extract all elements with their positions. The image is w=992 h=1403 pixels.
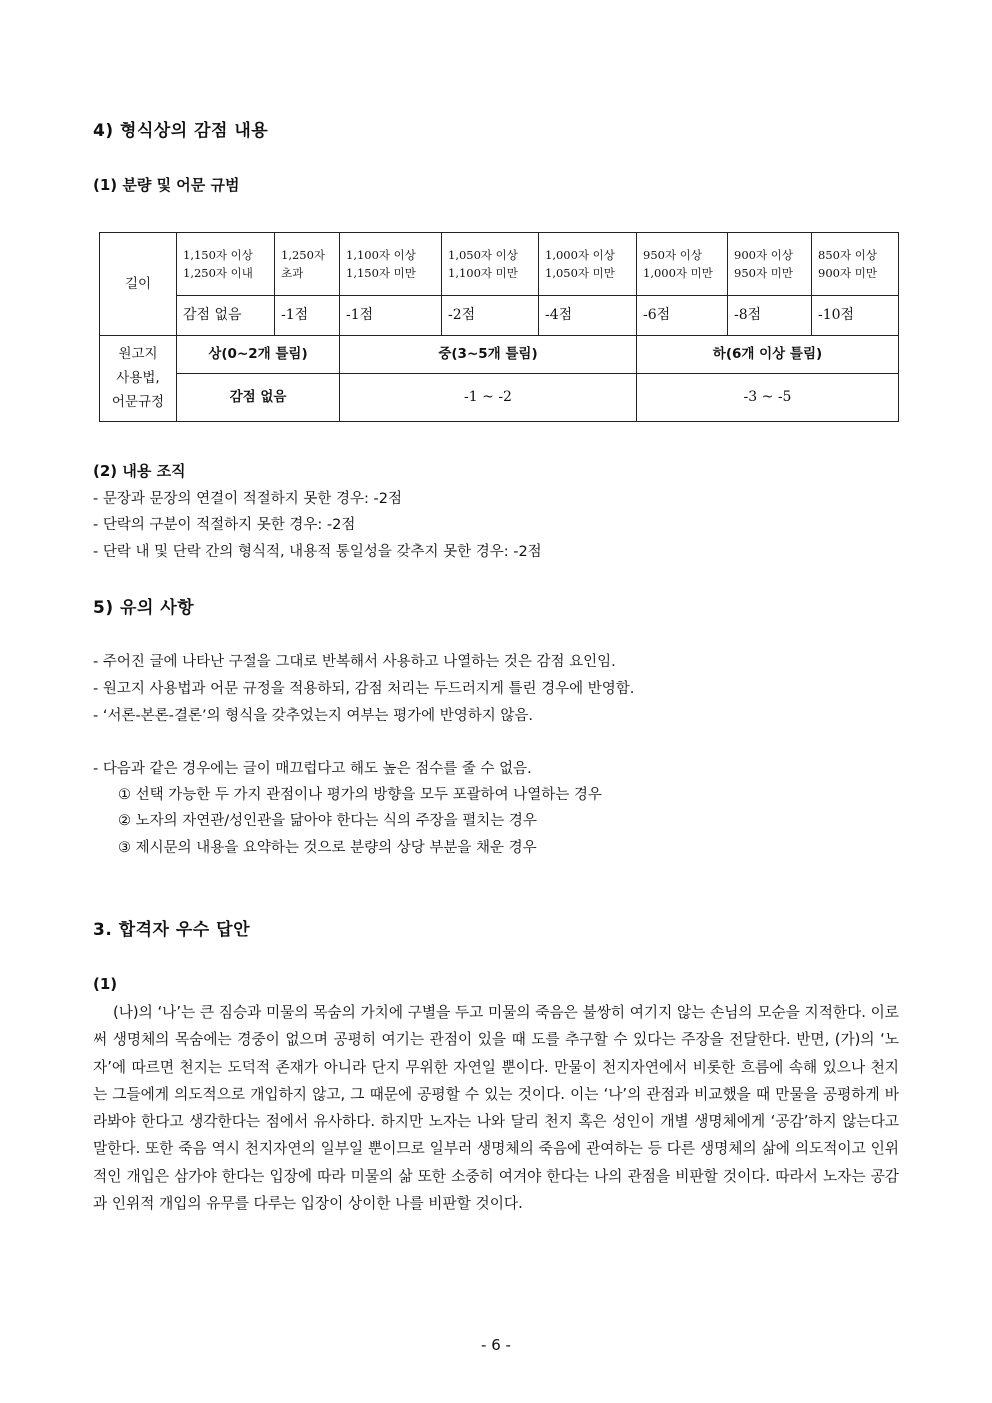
norm-level-mid: 중(3~5개 틀림) xyxy=(340,335,637,373)
length-deduction-cell: -6점 xyxy=(637,296,728,335)
length-range-cell: 1,250자 초과 xyxy=(275,233,340,296)
norm-level-high: 상(0~2개 틀림) xyxy=(177,335,340,373)
length-deduction-cell: -8점 xyxy=(728,296,812,335)
length-deduction-cell: -10점 xyxy=(812,296,899,335)
list-item: - 단락의 구분이 적절하지 못한 경우: -2점 xyxy=(93,517,356,533)
section-3-title: 3. 합격자 우수 답안 xyxy=(93,920,250,940)
answer-paragraph: (나)의 ‘나’는 큰 짐승과 미물의 목숨의 가치에 구별을 두고 미물의 죽음은 불쌍히 여기지 않는 손님의 모순을 지적한다. 이로써 생명체의 목숨에는 경중이 없으며 공평히 여기는 관점이 있을 때 도를 추구할 수 있다는 주장을 전달한다. 반면, (가)의 ‘노자’에 따르면 천지는 도덕적 존재가 아니라 단지 무위한 자연일 뿐이다. 만물이 천지자연에서 비롯한 흐름에 속해 있으나 천지는 그들에게 의도적으로 개입하지 않고, 그 때문에 공평할 수 있는 것이다. 이는 ‘나’의 관점과 비교했을 때 만물을 공평하게 바라봐야 한다고 생각한다는 점에서 유사하다. 하지만 노자는 나와 달리 천지 혹은 성인이 개별 생명체에게 ‘공감’하지 않는다고 말한다. 또한 죽음 역시 천지자연의 일부일 뿐이므로 일부러 생명체의 죽음에 관여하는 등 다른 생명체의 삶에 의도적이고 인위적인 개입은 삼가야 한다는 입장에 따라 미물의 삶 또한 소중히 여겨야 한다는 나의 관점을 비판할 것이다. 따라서 노자는 공감과 인위적 개입의 유무를 다루는 입장이 상이한 나를 비판할 것이다. xyxy=(93,1004,899,1213)
subsection-2-title: (2) 내용 조직 xyxy=(93,462,186,480)
list-item: - 원고지 사용법과 어문 규정을 적용하되, 감점 처리는 두드러지게 틀린 경우에 반영함. xyxy=(93,681,635,697)
norm-label: 원고지 사용법, 어문규정 xyxy=(100,335,177,421)
subsection-1-title: (1) 분량 및 어문 규범 xyxy=(93,176,240,194)
list-item: - 문장과 문장의 연결이 적절하지 못한 경우: -2점 xyxy=(93,491,402,507)
length-deduction-cell: -1점 xyxy=(340,296,442,335)
deduction-table xyxy=(99,232,899,422)
case-item: ② 노자의 자연관/성인관을 닮아야 한다는 식의 주장을 펼치는 경우 xyxy=(118,813,537,829)
length-label: 길이 xyxy=(100,233,177,336)
list-item: - 다음과 같은 경우에는 글이 매끄럽다고 해도 높은 점수를 줄 수 없음. xyxy=(93,761,532,777)
section-5-title: 5) 유의 사항 xyxy=(93,598,195,618)
norm-level-low: 하(6개 이상 틀림) xyxy=(637,335,899,373)
length-range-cell: 1,050자 이상 1,100자 미만 xyxy=(442,233,539,296)
length-deduction-cell: -1점 xyxy=(275,296,340,335)
length-deduction-cell: 감점 없음 xyxy=(177,296,275,335)
length-range-cell: 1,000자 이상 1,050자 미만 xyxy=(539,233,637,296)
norm-deduction-high: 감점 없음 xyxy=(177,373,340,421)
length-range-cell: 1,150자 이상 1,250자 이내 xyxy=(177,233,275,296)
list-item: - 주어진 글에 나타난 구절을 그대로 반복해서 사용하고 나열하는 것은 감점 요인임. xyxy=(93,654,616,670)
length-range-cell: 900자 이상 950자 미만 xyxy=(728,233,812,296)
norm-deduction-low: -3 ~ -5 xyxy=(637,373,899,421)
length-range-cell: 1,100자 이상 1,150자 미만 xyxy=(340,233,442,296)
list-item: - 단락 내 및 단락 간의 형식적, 내용적 통일성을 갖추지 못한 경우: -2점 xyxy=(93,544,542,560)
page-number: - 6 - xyxy=(481,1336,511,1354)
section-4-title: 4) 형식상의 감점 내용 xyxy=(93,121,269,141)
list-item: - ‘서론-본론-결론’의 형식을 갖추었는지 여부는 평가에 반영하지 않음. xyxy=(93,708,533,724)
case-item: ① 선택 가능한 두 가지 관점이나 평가의 방향을 모두 포괄하여 나열하는 경우 xyxy=(118,787,602,803)
length-range-cell: 950자 이상 1,000자 미만 xyxy=(637,233,728,296)
answer-part-label: (1) xyxy=(93,975,118,993)
length-range-cell: 850자 이상 900자 미만 xyxy=(812,233,899,296)
case-item: ③ 제시문의 내용을 요약하는 것으로 분량의 상당 부분을 채운 경우 xyxy=(118,840,537,856)
length-deduction-cell: -2점 xyxy=(442,296,539,335)
norm-deduction-mid: -1 ~ -2 xyxy=(340,373,637,421)
length-deduction-cell: -4점 xyxy=(539,296,637,335)
